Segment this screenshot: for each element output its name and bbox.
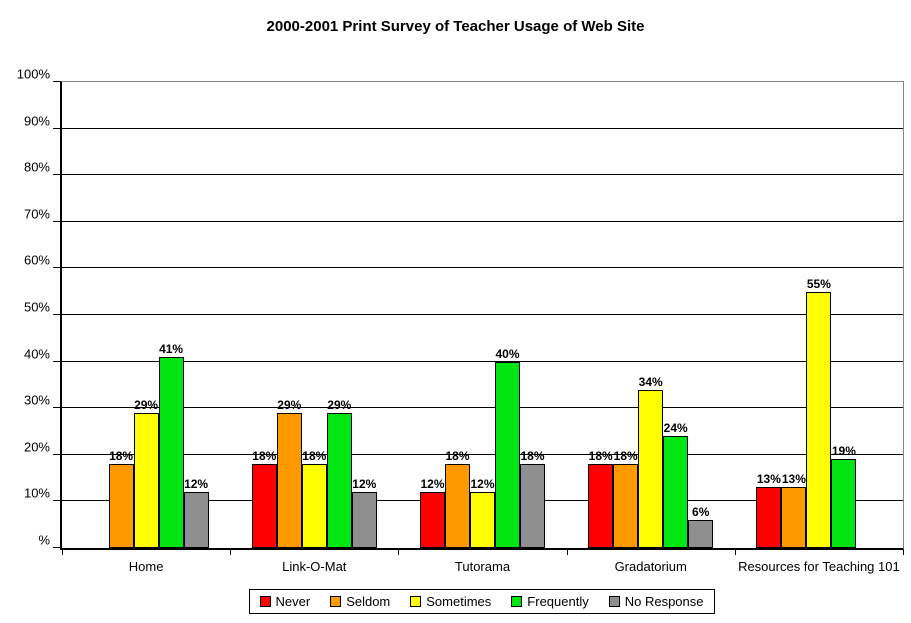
- legend-item-sometimes: [410, 594, 491, 609]
- bar-frequently: [495, 346, 520, 548]
- legend-item-never: [260, 594, 311, 609]
- y-axis-tick: [53, 500, 60, 501]
- bar-group-home: [62, 82, 230, 548]
- legend-swatch-icon: [330, 596, 341, 607]
- bar-frequently: [327, 397, 352, 548]
- y-axis-label: 70%: [23, 206, 50, 222]
- bar-sometimes: [302, 449, 327, 548]
- legend-label: Sometimes: [426, 594, 492, 609]
- category-label: Resources for Teaching 101: [738, 559, 900, 574]
- category-label: Tutorama: [454, 559, 511, 574]
- bar-no-response: [520, 449, 545, 548]
- bar-frequently: [831, 444, 856, 548]
- bar-never: [588, 449, 613, 548]
- bar-group-resources-for-teaching-101: [735, 82, 903, 548]
- y-axis-label: %: [38, 532, 50, 548]
- bar-value-label: 12%: [470, 477, 495, 492]
- x-axis-tick: [735, 550, 736, 555]
- bar-group-link-o-mat: [230, 82, 398, 548]
- bar-value-label: 55%: [806, 276, 831, 291]
- legend-label: No Response: [624, 594, 704, 609]
- legend-box: [249, 589, 715, 614]
- bar-seldom: [277, 397, 302, 548]
- legend: [60, 589, 903, 614]
- legend-label: Seldom: [346, 594, 391, 609]
- x-axis-tick: [903, 550, 904, 555]
- bar-no-response: [688, 505, 713, 548]
- bar-value-label: 41%: [159, 341, 184, 356]
- bar-no-response: [352, 477, 377, 548]
- bar-group-tutorama: [398, 82, 566, 548]
- bar-group-gradatorium: [567, 82, 735, 548]
- y-axis-tick: [53, 174, 60, 175]
- x-axis-tick: [398, 550, 399, 555]
- y-axis-tick: [53, 81, 60, 82]
- bar-frequently: [159, 341, 184, 548]
- bar-seldom: [445, 449, 470, 548]
- x-axis-tick: [62, 550, 63, 555]
- x-axis-tick: [567, 550, 568, 555]
- x-axis-tick: [230, 550, 231, 555]
- bar-never: [756, 472, 781, 548]
- legend-swatch-icon: [609, 596, 620, 607]
- bar-never: [252, 449, 277, 548]
- y-axis-label: 80%: [23, 159, 50, 175]
- y-axis-tick: [53, 547, 60, 548]
- bar-value-label: 12%: [352, 477, 377, 492]
- y-axis-tick: [53, 361, 60, 362]
- y-axis-label: 30%: [23, 392, 50, 408]
- legend-label: Never: [275, 594, 311, 609]
- bar-value-label: 12%: [420, 477, 445, 492]
- bar-value-label: 6%: [692, 505, 710, 520]
- legend-swatch-icon: [410, 596, 421, 607]
- bar-value-label: 18%: [109, 449, 134, 464]
- bar-value-label: 29%: [134, 397, 159, 412]
- bar-seldom: [109, 449, 134, 548]
- legend-item-frequently: [511, 594, 588, 609]
- legend-item-seldom: [330, 594, 390, 609]
- bar-value-label: 13%: [756, 472, 781, 487]
- category-label: Link-O-Mat: [282, 559, 347, 574]
- legend-item-no-response: [609, 594, 704, 609]
- bar-value-label: 18%: [445, 449, 470, 464]
- category-label: Home: [128, 559, 164, 574]
- y-axis-tick: [53, 267, 60, 268]
- bar-value-label: 18%: [520, 449, 545, 464]
- legend-swatch-icon: [260, 596, 271, 607]
- bar-sometimes: [470, 477, 495, 548]
- bar-seldom: [781, 472, 806, 548]
- legend-swatch-icon: [511, 596, 522, 607]
- bar-value-label: 12%: [184, 477, 209, 492]
- bar-value-label: 40%: [495, 346, 520, 361]
- bar-value-label: 34%: [638, 374, 663, 389]
- y-axis-label: 10%: [23, 485, 50, 501]
- y-axis-label: 50%: [23, 299, 50, 315]
- category-label: Gradatorium: [614, 559, 687, 574]
- y-axis-tick: [53, 407, 60, 408]
- y-axis-tick: [53, 314, 60, 315]
- y-axis-label: 90%: [23, 113, 50, 129]
- bar-value-label: 18%: [613, 449, 638, 464]
- bar-value-label: 24%: [663, 421, 688, 436]
- bar-value-label: 29%: [327, 397, 352, 412]
- bar-no-response: [184, 477, 209, 548]
- bar-seldom: [613, 449, 638, 548]
- plot-area: [16, 66, 904, 574]
- bar-value-label: 18%: [302, 449, 327, 464]
- bar-value-label: 19%: [831, 444, 856, 459]
- bar-frequently: [663, 421, 688, 548]
- y-axis-tick: [53, 221, 60, 222]
- bar-sometimes: [134, 397, 159, 548]
- bar-value-label: 29%: [277, 397, 302, 412]
- bar-value-label: 18%: [252, 449, 277, 464]
- y-axis-tick: [53, 128, 60, 129]
- y-axis-tick: [53, 454, 60, 455]
- bar-never: [420, 477, 445, 548]
- bar-sometimes: [638, 374, 663, 548]
- y-axis-label: 100%: [16, 66, 50, 82]
- bar-value-label: 18%: [588, 449, 613, 464]
- y-axis-label: 60%: [23, 252, 50, 268]
- y-axis-label: 20%: [23, 439, 50, 455]
- bar-sometimes: [806, 276, 831, 548]
- chart-title: 2000-2001 Print Survey of Teacher Usage of Web Site: [266, 18, 645, 35]
- y-axis-label: 40%: [23, 346, 50, 362]
- bar-value-label: 13%: [781, 472, 806, 487]
- legend-label: Frequently: [527, 594, 589, 609]
